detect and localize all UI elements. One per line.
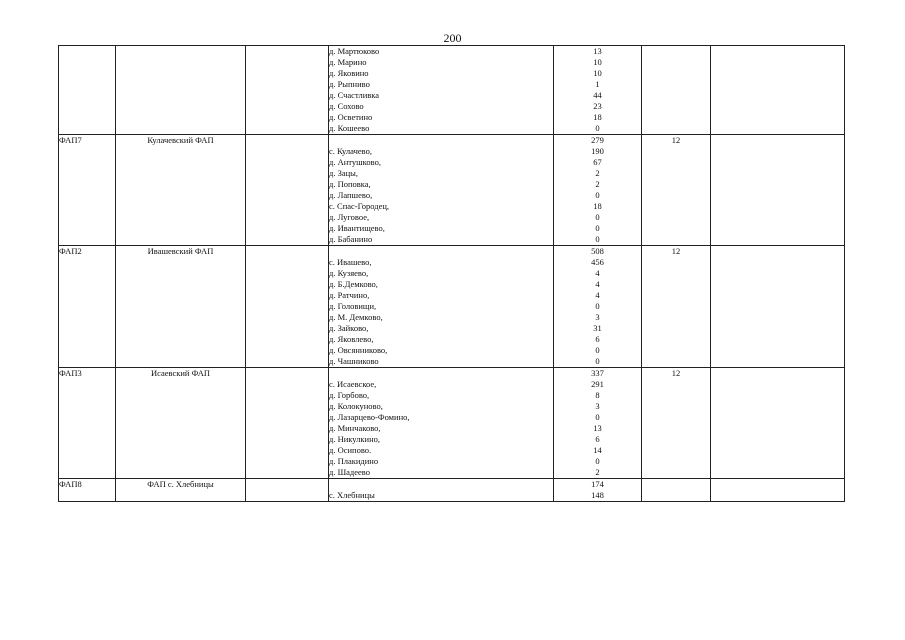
population-total: 174: [591, 479, 604, 489]
village-population: 10: [593, 57, 602, 67]
village-name: д. Минчаково,: [329, 423, 381, 433]
empty-cell: [246, 135, 329, 246]
village-population: 2: [595, 168, 600, 178]
village-population: 3: [595, 312, 600, 322]
population-cell: [554, 46, 642, 135]
population-total: 508: [591, 246, 604, 256]
fap-code-cell: ФАП2: [59, 246, 116, 368]
empty-cell: [246, 479, 329, 502]
village-population: 148: [591, 490, 604, 500]
spacer: [329, 135, 553, 146]
population-total: 337: [591, 368, 604, 378]
notes-cell: [711, 246, 845, 368]
village-population: 0: [595, 123, 600, 133]
village-name: д. Антушково,: [329, 157, 381, 167]
village-population: 18: [593, 112, 602, 122]
village-name: д. Овсянниково,: [329, 345, 388, 355]
fap-code-cell: ФАП8: [59, 479, 116, 502]
village-population: 13: [593, 423, 602, 433]
population-cell: [554, 246, 642, 368]
village-population: 4: [595, 279, 600, 289]
village-name: с. Хлебницы: [329, 490, 375, 500]
villages-cell: [329, 135, 554, 246]
village-population: 0: [595, 345, 600, 355]
staff-count-cell: 12: [642, 135, 711, 246]
village-name: д. Осипово.: [329, 445, 372, 455]
village-name: д. Мартюково: [329, 46, 380, 56]
village-name: д. Луговое,: [329, 212, 370, 222]
spacer: [329, 368, 553, 379]
village-name: д. Никулкино,: [329, 434, 380, 444]
village-name: д. Головищи,: [329, 301, 377, 311]
village-population: 0: [595, 412, 600, 422]
village-population: 4: [595, 290, 600, 300]
village-name: с. Спас-Городец,: [329, 201, 390, 211]
village-name: с. Ивашево,: [329, 257, 372, 267]
village-population: 0: [595, 223, 600, 233]
village-name: д. Плакидино: [329, 456, 379, 466]
villages-cell: [329, 46, 554, 135]
fap-code-cell: [59, 46, 116, 135]
village-population: 6: [595, 434, 600, 444]
villages-cell: [329, 368, 554, 479]
page-number: 200: [443, 31, 462, 45]
village-name: д. Ивантищево,: [329, 223, 385, 233]
village-name: д. Лапшево,: [329, 190, 373, 200]
table-row: [59, 479, 845, 502]
village-population: 1: [595, 79, 600, 89]
notes-cell: [711, 479, 845, 502]
village-population: 0: [595, 212, 600, 222]
village-name: д. Зайково,: [329, 323, 369, 333]
table-row: [59, 46, 845, 135]
village-population: 0: [595, 234, 600, 244]
village-population: 291: [591, 379, 604, 389]
village-name: с. Исаевское,: [329, 379, 377, 389]
table-row: [59, 246, 845, 368]
empty-cell: [246, 46, 329, 135]
village-name: д. Чашниково: [329, 356, 379, 366]
village-name: д. Яковино: [329, 68, 369, 78]
notes-cell: [711, 46, 845, 135]
village-population: 67: [593, 157, 602, 167]
village-population: 14: [593, 445, 602, 455]
village-population: 31: [593, 323, 602, 333]
village-population: 4: [595, 268, 600, 278]
village-population: 3: [595, 401, 600, 411]
staff-count-cell: [642, 479, 711, 502]
village-name: д. Ратчино,: [329, 290, 370, 300]
village-name: с. Кулачево,: [329, 146, 372, 156]
staff-count-cell: 12: [642, 368, 711, 479]
village-population: 190: [591, 146, 604, 156]
notes-cell: [711, 135, 845, 246]
village-name: д. Горбово,: [329, 390, 370, 400]
fap-name-cell: Кулачевский ФАП: [116, 135, 246, 246]
village-name: д. Кошеево: [329, 123, 370, 133]
village-population: 44: [593, 90, 602, 100]
fap-code-cell: ФАП7: [59, 135, 116, 246]
village-population: 456: [591, 257, 604, 267]
village-name: д. Рыпниво: [329, 79, 370, 89]
village-name: д. Кузяево,: [329, 268, 369, 278]
village-name: д. Сохово: [329, 101, 364, 111]
village-population: 0: [595, 456, 600, 466]
village-population: 0: [595, 301, 600, 311]
fap-table: [58, 45, 845, 502]
village-population: 0: [595, 356, 600, 366]
fap-name-cell: Ивашевский ФАП: [116, 246, 246, 368]
spacer: [329, 479, 553, 490]
village-population: 8: [595, 390, 600, 400]
population-cell: [554, 135, 642, 246]
village-population: 23: [593, 101, 602, 111]
village-population: 13: [593, 46, 602, 56]
population-total: 279: [591, 135, 604, 145]
village-name: д. Колокуново,: [329, 401, 383, 411]
fap-name-cell: ФАП с. Хлебницы: [116, 479, 246, 502]
village-name: д. Счастливка: [329, 90, 380, 100]
villages-cell: [329, 246, 554, 368]
villages-cell: [329, 479, 554, 502]
spacer: [329, 246, 553, 257]
village-name: д. Б.Демково,: [329, 279, 378, 289]
village-name: д. Лазарцево-Фомино,: [329, 412, 410, 422]
village-population: 10: [593, 68, 602, 78]
village-name: д. Зацы,: [329, 168, 358, 178]
fap-code-cell: ФАП3: [59, 368, 116, 479]
notes-cell: [711, 368, 845, 479]
village-name: д. Марино: [329, 57, 367, 67]
village-name: д. М. Демково,: [329, 312, 383, 322]
empty-cell: [246, 368, 329, 479]
table-row: [59, 135, 845, 246]
village-name: д. Бабанино: [329, 234, 373, 244]
fap-name-cell: Исаевский ФАП: [116, 368, 246, 479]
population-cell: [554, 479, 642, 502]
table-row: [59, 368, 845, 479]
village-population: 0: [595, 190, 600, 200]
fap-name-cell: [116, 46, 246, 135]
village-name: д. Поповка,: [329, 179, 371, 189]
empty-cell: [246, 246, 329, 368]
village-population: 2: [595, 467, 600, 477]
population-cell: [554, 368, 642, 479]
village-population: 18: [593, 201, 602, 211]
staff-count-cell: 12: [642, 246, 711, 368]
village-name: д. Яковлево,: [329, 334, 374, 344]
village-name: д. Осветино: [329, 112, 373, 122]
village-population: 6: [595, 334, 600, 344]
village-name: д. Шадеево: [329, 467, 370, 477]
village-population: 2: [595, 179, 600, 189]
staff-count-cell: [642, 46, 711, 135]
